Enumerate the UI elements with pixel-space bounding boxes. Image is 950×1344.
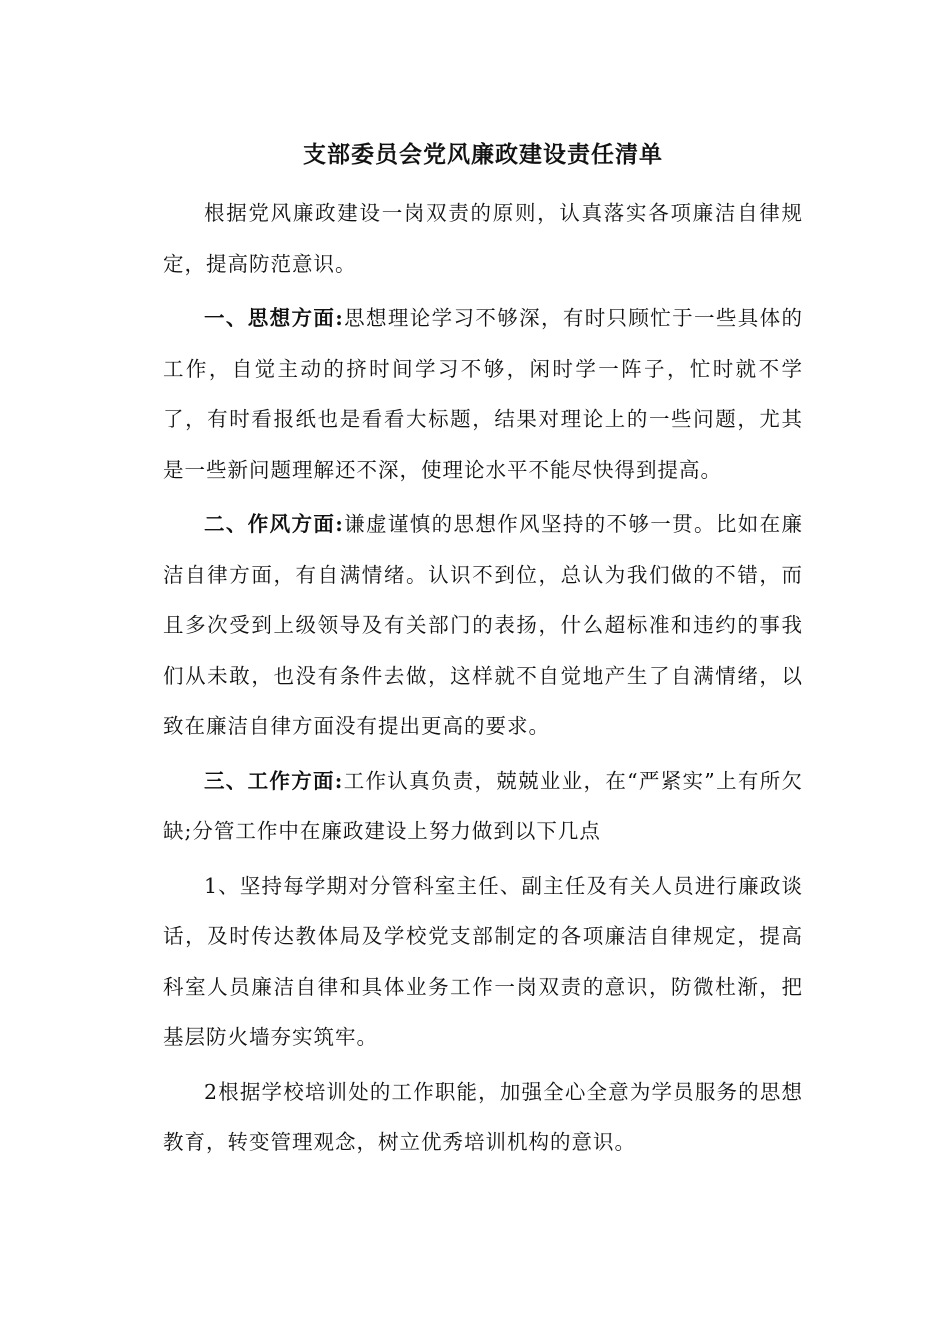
list-item: 1、坚持每学期对分管科室主任、副主任及有关人员进行廉政谈话，及时传达教体局及学校党支部制定的各项廉洁自律规定，提高科室人员廉洁自律和具体业务工作一岗双责的意识，防微杜渐，把基层防火墙夯实筑牢。 <box>163 873 803 1049</box>
section-work <box>163 756 803 857</box>
section-style <box>163 499 803 752</box>
section-heading: 一、思想方面: <box>204 306 344 330</box>
document-page <box>163 138 803 1172</box>
section-heading: 三、工作方面: <box>204 768 344 793</box>
document-title: 支部委员会党风廉政建设责任清单 <box>303 141 663 168</box>
section-text: 工作认真负责，兢兢业业，在“严紧实”上有所欠缺;分管工作中在廉政建设上努力做到以下几点 <box>163 768 803 843</box>
section-thought <box>163 293 803 495</box>
section-heading: 二、作风方面: <box>204 512 344 536</box>
intro-paragraph: 根据党风廉政建设一岗双责的原则，认真落实各项廉洁自律规定，提高防范意识。 <box>163 201 803 276</box>
section-text: 谦虚谨慎的思想作风坚持的不够一贯。比如在廉洁自律方面，有自满情绪。认识不到位，总认为我们做的不错，而且多次受到上级领导及有关部门的表扬，什么超标准和违约的事我们从未敢，也没有条件去做，这样就不自觉地产生了自满情绪，以致在廉洁自律方面没有提出更高的要求。 <box>163 512 803 738</box>
list-item: 2根据学校培训处的工作职能，加强全心全意为学员服务的思想教育，转变管理观念，树立优秀培训机构的意识。 <box>163 1079 803 1154</box>
section-text: 思想理论学习不够深，有时只顾忙于一些具体的工作，自觉主动的挤时间学习不够，闲时学一阵子，忙时就不学了，有时看报纸也是看看大标题，结果对理论上的一些问题，尤其是一些新问题理解还不深，使理论水平不能尽快得到提高。 <box>163 306 803 482</box>
